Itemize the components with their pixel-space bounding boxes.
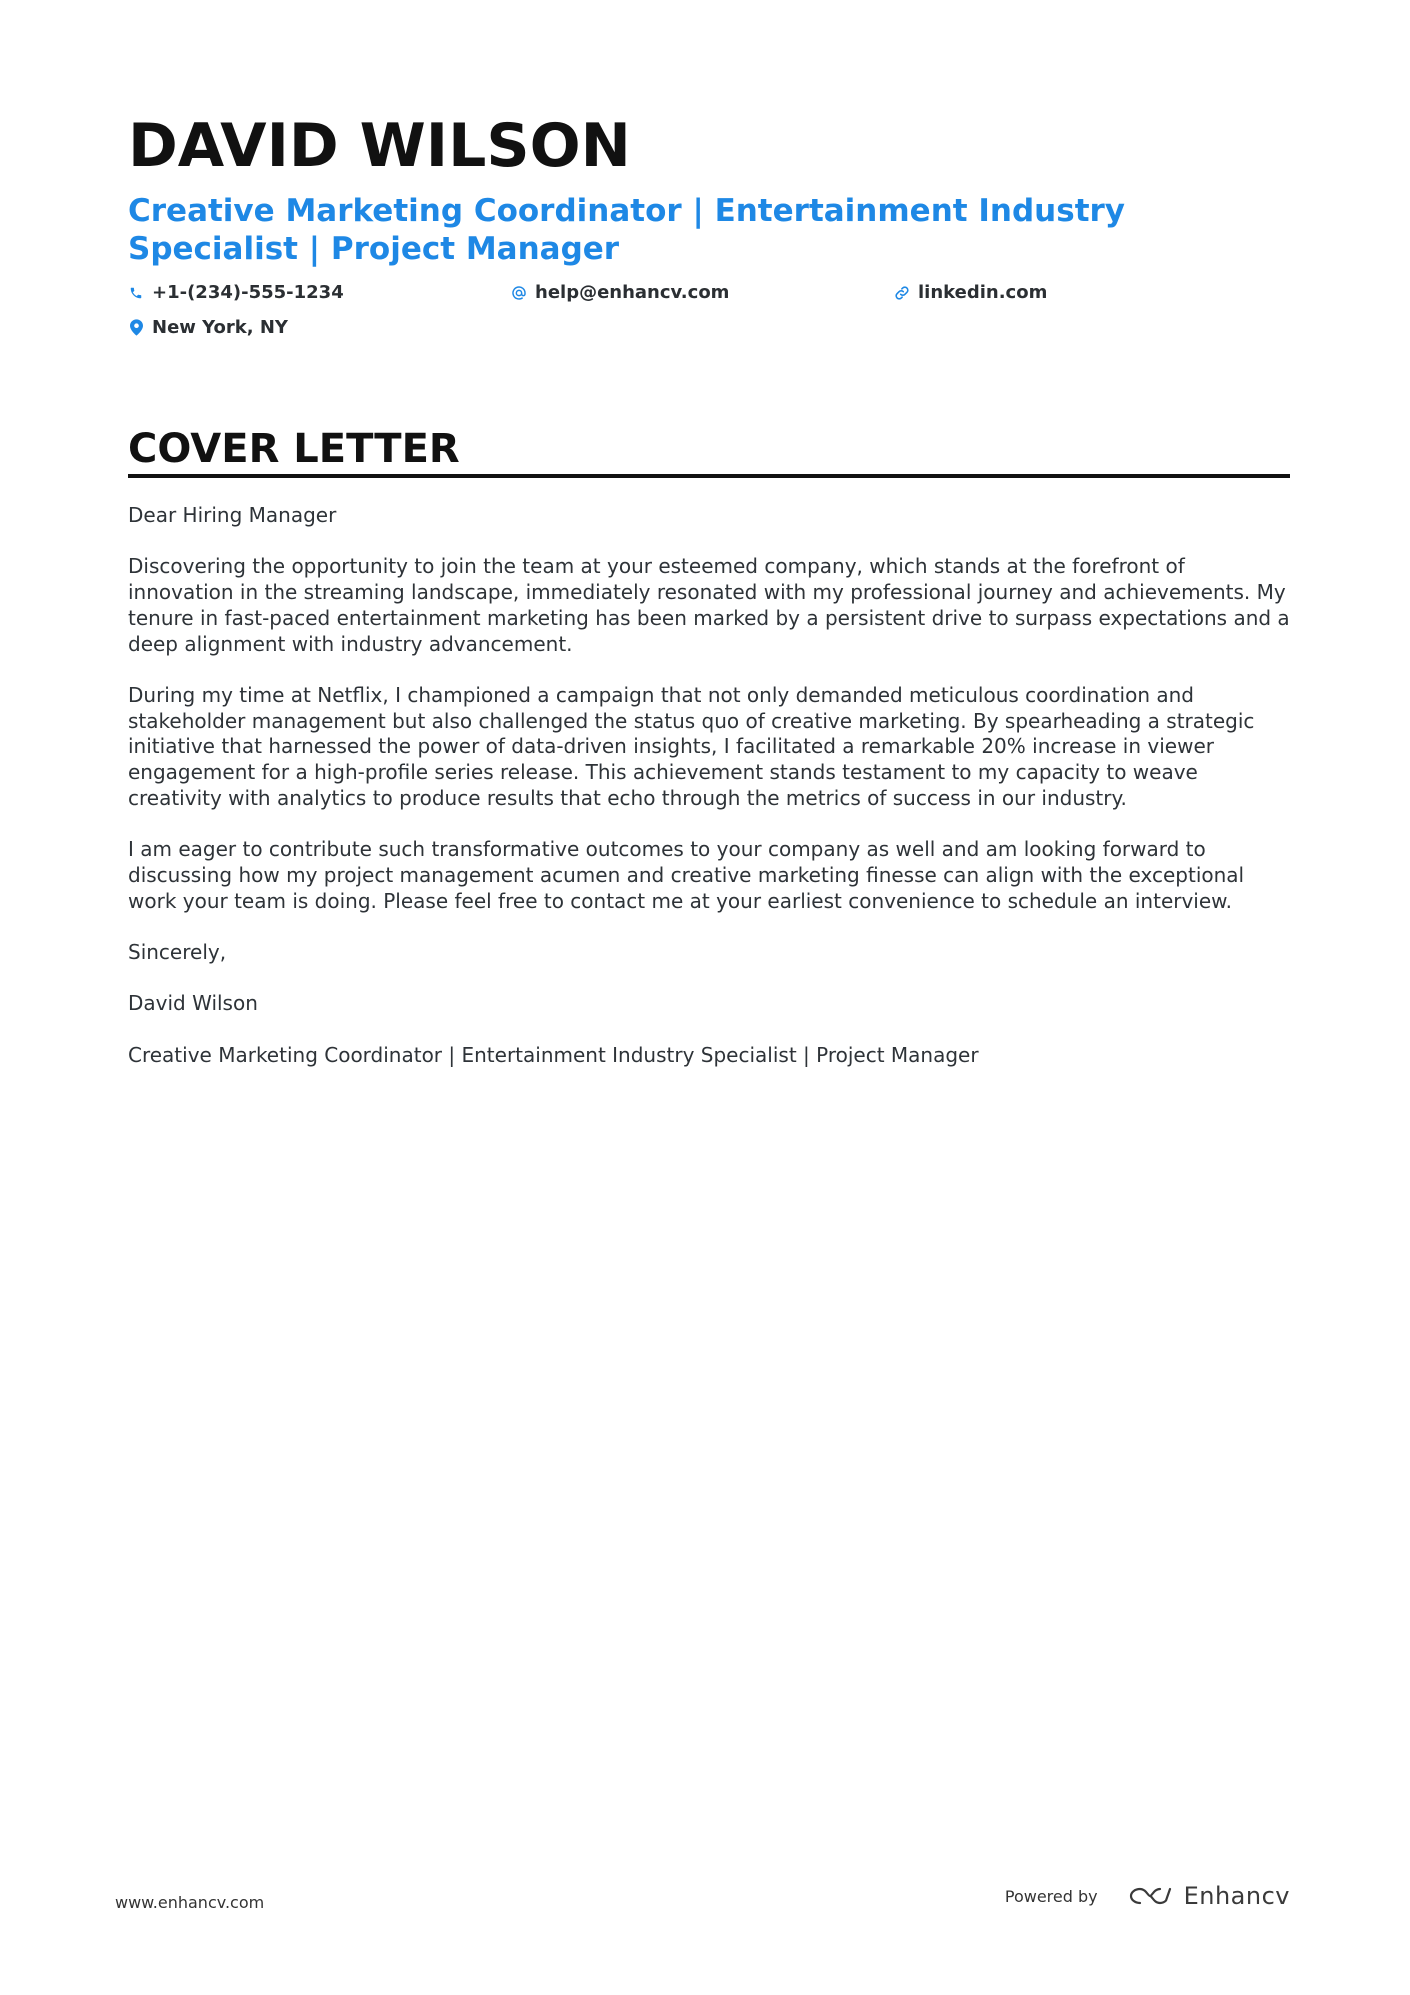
location-pin-icon <box>128 319 144 337</box>
signature-name: David Wilson <box>128 991 258 1016</box>
section-divider <box>128 474 1290 478</box>
header <box>128 110 1290 340</box>
letter-greeting: Dear Hiring Manager <box>128 503 337 527</box>
contact-email <box>511 280 894 305</box>
powered-by-label: Powered by <box>1004 1886 1098 1906</box>
brand-name: Enhancv <box>1183 1882 1290 1910</box>
contact-phone <box>128 280 511 305</box>
signature-title: Creative Marketing Coordinator | Entertainment Industry Specialist | Project Manager <box>128 1042 979 1067</box>
location-value: New York, NY <box>152 317 288 338</box>
letter-closing: Sincerely, <box>128 939 227 964</box>
letter-paragraph: Discovering the opportunity to join the team at your esteemed company, which stands at the forefront of innovation in the streaming landscape, immediately resonated with my professional journey and achievements. My tenure in fast-paced entertainment marketing has been marked by a persistent drive to surpass expectations and a deep alignment with industry advancement. <box>128 554 1290 656</box>
candidate-name: DAVID WILSON <box>128 111 631 181</box>
enhancv-logo[interactable] <box>1126 1882 1290 1910</box>
linkedin-value[interactable]: linkedin.com <box>918 282 1048 303</box>
section-title: COVER LETTER <box>128 426 460 472</box>
at-icon <box>511 284 527 302</box>
letter-paragraph: During my time at Netflix, I championed a campaign that not only demanded meticulous coordination and stakeholder management but also challenged the status quo of creative marketing. By spearheading a strategic initiative that harnessed the power of data-driven insights, I facilitated a remarkable 20% increase in viewer engagement for a high-profile series release. This achievement stands testament to my capacity to weave creativity with analytics to produce results that echo through the metrics of success in our industry. <box>128 682 1255 810</box>
letter-body <box>128 503 1293 1094</box>
contact-linkedin <box>894 280 1277 305</box>
link-icon <box>894 284 910 302</box>
footer-branding <box>1005 1882 1290 1910</box>
contact-location <box>128 315 511 340</box>
phone-icon <box>128 284 144 302</box>
candidate-title: Creative Marketing Coordinator | Entertainment Industry Specialist | Project Manager <box>128 193 1126 267</box>
letter-paragraph: I am eager to contribute such transformative outcomes to your company as well and am looking forward to discussing how my project management acumen and creative marketing finesse can align with the exceptional work your team is doing. Please feel free to contact me at your earliest convenience to schedule an interview. <box>128 837 1245 913</box>
footer-website[interactable]: www.enhancv.com <box>115 1893 265 1912</box>
contact-info <box>128 280 1290 340</box>
enhancv-logo-icon <box>1126 1884 1174 1908</box>
email-value[interactable]: help@enhancv.com <box>535 282 730 303</box>
phone-value[interactable]: +1-(234)-555-1234 <box>152 282 344 303</box>
